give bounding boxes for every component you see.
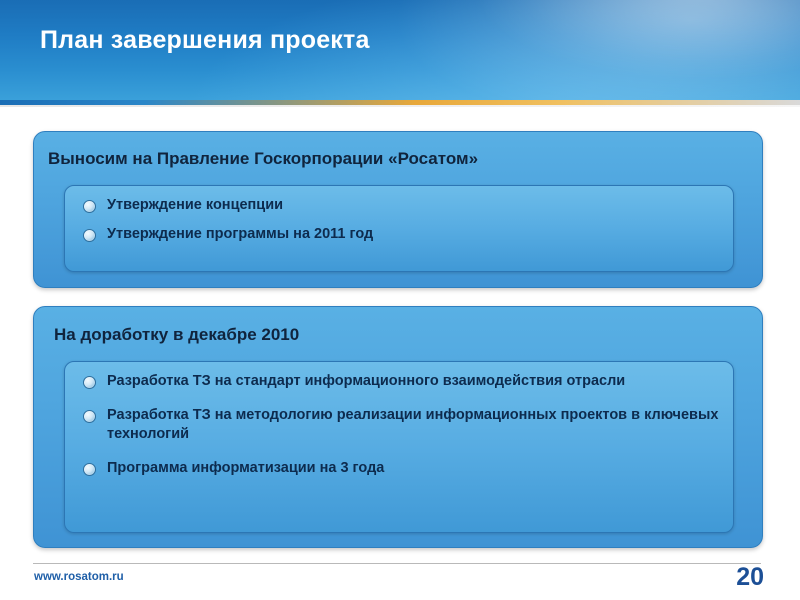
- header-accent-rule-secondary: [0, 105, 800, 107]
- list-item-label: Разработка ТЗ на стандарт информационного взаимодействия отрасли: [107, 373, 626, 389]
- list-item-label: Разработка ТЗ на методологию реализации информационных проектов в ключевых технологий: [107, 407, 719, 442]
- group-2-bullet-list: [77, 372, 719, 493]
- footer-url[interactable]: www.rosatom.ru: [34, 571, 124, 583]
- group-1-bullet-list: [77, 196, 719, 244]
- bullet-dot-icon: [83, 463, 96, 476]
- group-2-title: На доработку в декабре 2010: [54, 325, 300, 344]
- group-2-bullet-panel: [64, 361, 734, 533]
- page-number: 20: [736, 563, 764, 591]
- group-1-title: Выносим на Правление Госкорпорации «Росатом»: [48, 149, 479, 168]
- list-item-label: Программа информатизации на 3 года: [107, 460, 385, 476]
- content-group-2: [33, 306, 763, 548]
- bullet-dot-icon: [83, 410, 96, 423]
- content-group-1: [33, 131, 763, 288]
- footer-divider: [33, 563, 761, 564]
- page-title: План завершения проекта: [40, 26, 370, 54]
- list-item: [77, 459, 719, 478]
- list-item: [77, 225, 719, 244]
- slide-header: [0, 0, 800, 100]
- header-swoosh-decoration: [370, 0, 800, 100]
- bullet-dot-icon: [83, 376, 96, 389]
- bullet-dot-icon: [83, 229, 96, 242]
- list-item: [77, 372, 719, 391]
- bullet-dot-icon: [83, 200, 96, 213]
- list-item-label: Утверждение программы на 2011 год: [107, 226, 374, 242]
- list-item: [77, 406, 719, 444]
- group-1-bullet-panel: [64, 185, 734, 272]
- list-item-label: Утверждение концепции: [107, 197, 284, 213]
- list-item: [77, 196, 719, 215]
